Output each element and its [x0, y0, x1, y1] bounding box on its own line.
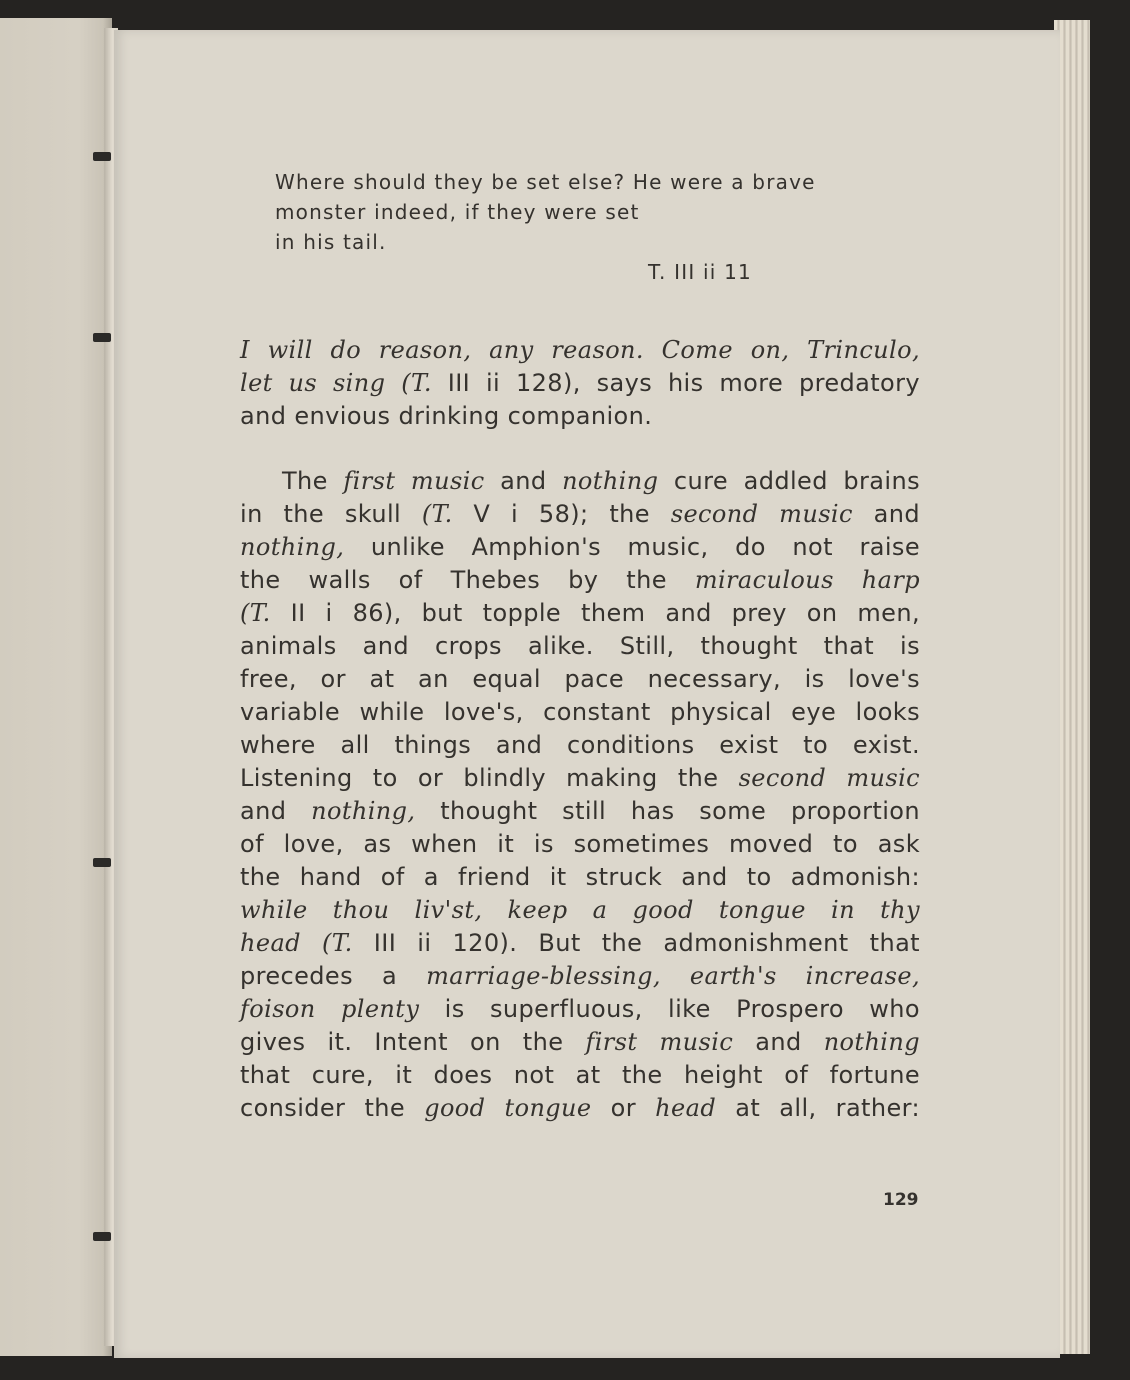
- text-span: cure addled brains: [658, 467, 920, 495]
- italic-phrase: miraculous harp: [694, 566, 921, 594]
- quote-citation: T. III ii 11: [648, 260, 752, 284]
- text-line: variable while love's, constant physical eye looks: [240, 698, 920, 726]
- text-line: [240, 995, 920, 1023]
- book-page: [114, 30, 1060, 1358]
- text-span: in the skull: [240, 500, 422, 528]
- binding-stitch: [93, 333, 111, 342]
- text-line: [240, 1028, 920, 1056]
- text-span: the walls of Thebes by the: [240, 566, 695, 594]
- text-line: [240, 566, 920, 594]
- italic-phrase: first music: [585, 1028, 734, 1056]
- text-line: the hand of a friend it struck and to admonish:: [240, 863, 920, 891]
- text-line: [282, 467, 920, 495]
- italic-phrase: marriage-blessing, earth's increase,: [426, 962, 920, 990]
- text-line: [240, 533, 920, 561]
- italic-phrase: foison plenty: [240, 995, 420, 1023]
- text-line: and envious drinking companion.: [240, 402, 653, 430]
- text-line: that cure, it does not at the height of fortune: [240, 1061, 920, 1089]
- text-line: [240, 962, 920, 990]
- text-line: [240, 599, 920, 627]
- text-line: while thou liv'st, keep a good tongue in thy: [240, 896, 920, 924]
- text-span: The: [282, 467, 344, 495]
- text-span: and: [240, 797, 312, 825]
- binding-stitch: [93, 858, 111, 867]
- binding-stitch: [93, 152, 111, 161]
- text-line: [240, 1094, 920, 1122]
- italic-phrase: first music: [343, 467, 485, 495]
- italic-phrase: good tongue: [424, 1094, 592, 1122]
- quote-line: in his tail.: [275, 230, 387, 254]
- text-span: V i 58); the: [452, 500, 671, 528]
- italic-phrase: nothing,: [240, 533, 345, 561]
- italic-phrase: nothing: [823, 1028, 920, 1056]
- text-span: is superfluous, like Prospero who: [419, 995, 920, 1023]
- italic-quote: let us sing (T.: [240, 369, 432, 397]
- italic-phrase: second music: [670, 500, 853, 528]
- page-number: 129: [883, 1190, 919, 1210]
- italic-phrase: (T.: [240, 599, 271, 627]
- text-span: consider the: [240, 1094, 425, 1122]
- italic-phrase: head: [655, 1094, 717, 1122]
- left-page-edge: [0, 18, 112, 1356]
- text-span: and: [484, 467, 563, 495]
- text-span: thought still has some proportion: [415, 797, 920, 825]
- text-line: [240, 500, 920, 528]
- italic-phrase: (T.: [421, 500, 453, 528]
- italic-phrase: nothing: [562, 467, 659, 495]
- text-span: gives it. Intent on the: [240, 1028, 586, 1056]
- text-line: of love, as when it is sometimes moved to ask: [240, 830, 920, 858]
- text-span: and: [733, 1028, 824, 1056]
- italic-phrase: nothing,: [311, 797, 416, 825]
- text-span: or: [591, 1094, 656, 1122]
- text-line: [240, 764, 920, 792]
- text-span: III ii 128), says his more predatory: [431, 369, 920, 397]
- quote-line: Where should they be set else? He were a brave: [275, 170, 816, 194]
- text-line: animals and crops alike. Still, thought that is: [240, 632, 920, 660]
- binding-stitch: [93, 1232, 111, 1241]
- text-span: precedes a: [240, 962, 427, 990]
- text-line: [240, 369, 920, 397]
- text-span: and: [852, 500, 920, 528]
- italic-phrase: head (T.: [240, 929, 353, 957]
- quote-line: monster indeed, if they were set: [275, 200, 640, 224]
- text-span: II i 86), but topple them and prey on men,: [270, 599, 920, 627]
- text-span: Listening to or blindly making the: [240, 764, 739, 792]
- italic-phrase: second music: [738, 764, 920, 792]
- text-line: free, or at an equal pace necessary, is love's: [240, 665, 920, 693]
- text-span: III ii 120). But the admonishment that: [352, 929, 920, 957]
- text-line: [240, 336, 920, 364]
- text-line: [240, 929, 920, 957]
- italic-quote: I will do reason, any reason. Come on, Trinculo,: [240, 336, 920, 364]
- text-span: unlike Amphion's music, do not raise: [344, 533, 920, 561]
- text-line: [240, 797, 920, 825]
- text-span: at all, rather:: [716, 1094, 920, 1122]
- text-line: where all things and conditions exist to exist.: [240, 731, 920, 759]
